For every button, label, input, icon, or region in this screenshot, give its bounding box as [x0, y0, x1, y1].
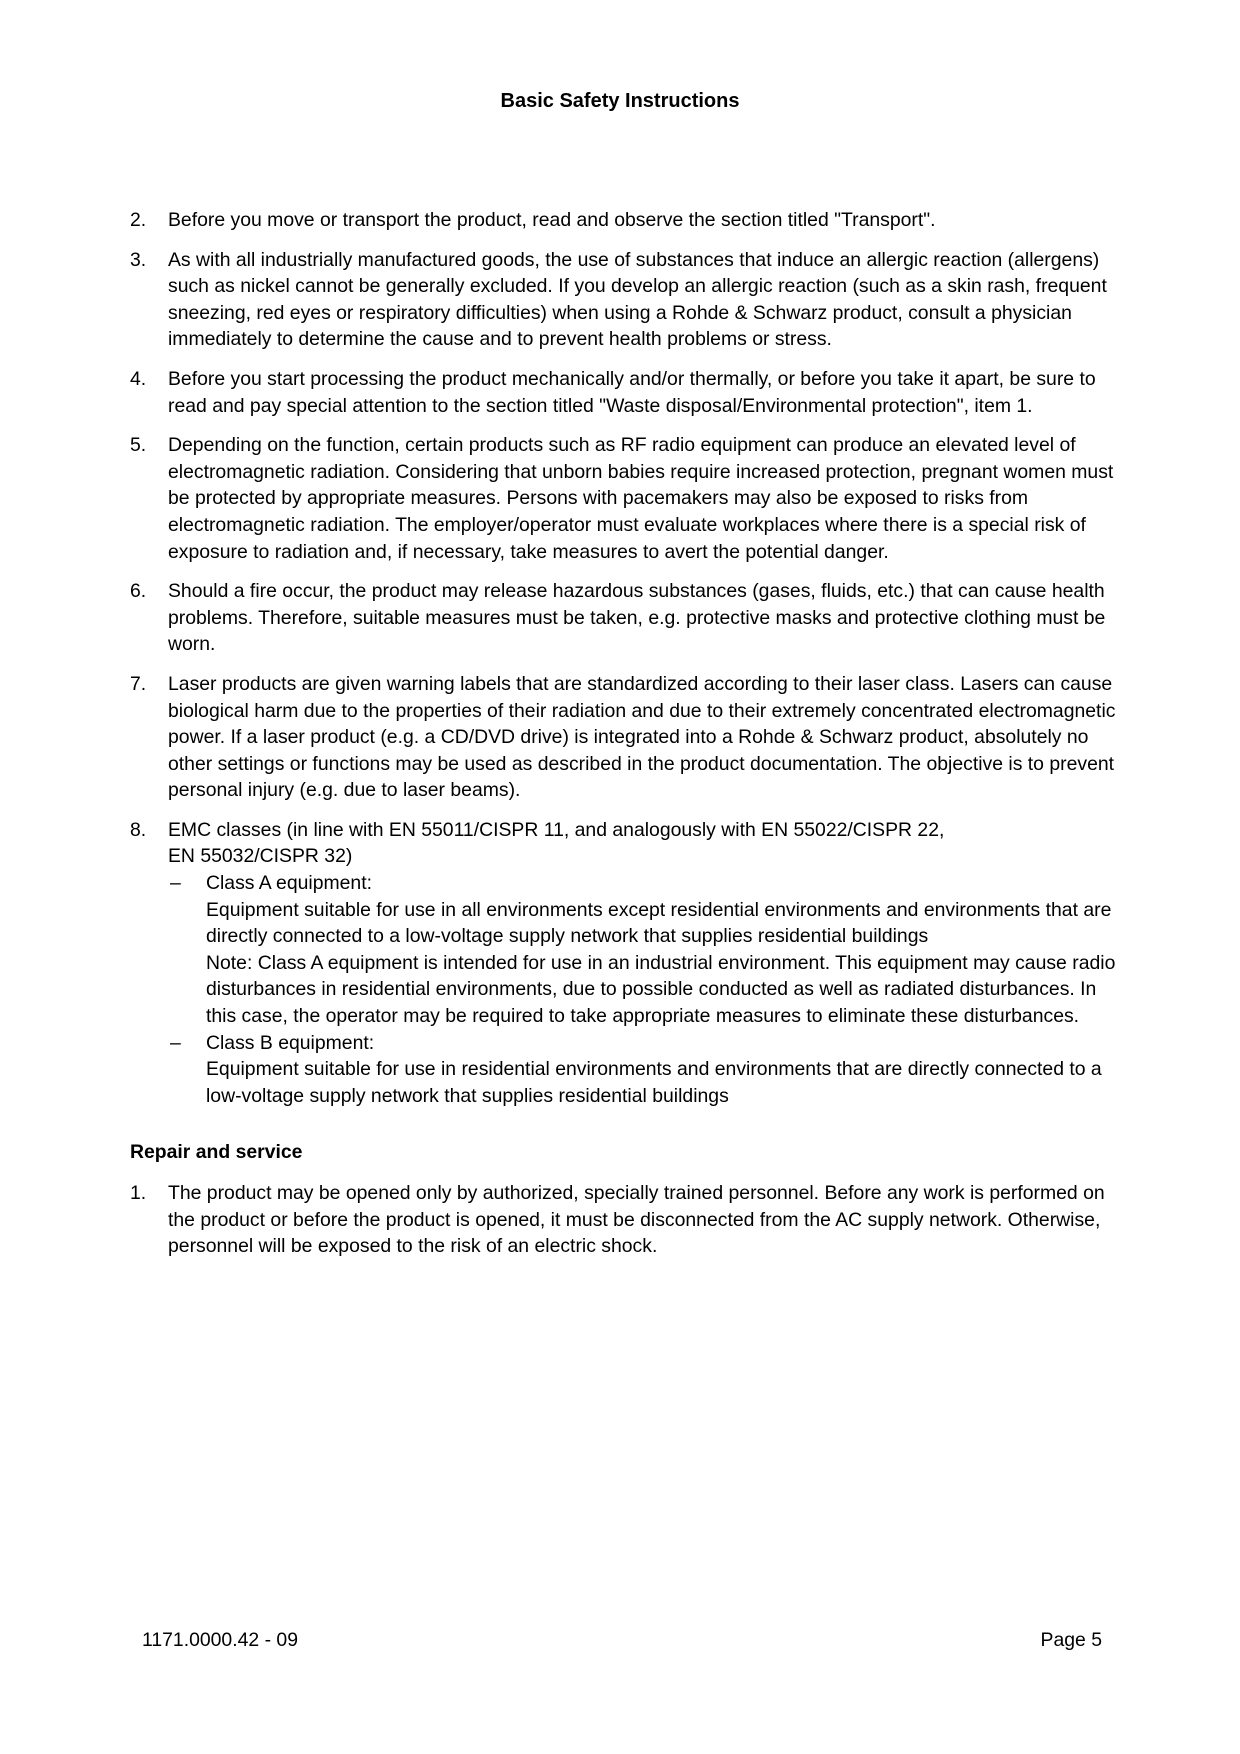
- list-item-text: The product may be opened only by authorized, specially trained personnel. Before any work is performed on the product or before the product is opened, it must be disconnected from the AC supply network. Otherwise, personnel will be exposed to the risk of an electric shock.: [168, 1182, 1105, 1258]
- sub-item-title: Class B equipment:: [206, 1031, 375, 1054]
- list-item: [130, 247, 1120, 353]
- list-item: [130, 432, 1120, 565]
- list-item-emc-classes: [130, 817, 1120, 1110]
- list-item-number: 2.: [130, 209, 147, 231]
- list-item: [130, 1180, 1120, 1260]
- sub-item-title: Class A equipment:: [206, 872, 372, 895]
- list-item: [130, 578, 1120, 658]
- page-number: Page 5: [1040, 1629, 1102, 1651]
- list-item-text: As with all industrially manufactured goods, the use of substances that induce an allergic reaction (allergens) such as nickel cannot be generally excluded. If you develop an allergic reaction (such as a skin rash, frequent sneezing, red eyes or respiratory difficulties) when using a Rohde & Schwarz product, consult a physician immediately to determine the cause and to prevent health problems or stress.: [168, 248, 1107, 351]
- sub-item-text: Equipment suitable for use in residential environments and environments that are directly connected to a low-voltage supply network that supplies residential buildings: [206, 1058, 1102, 1107]
- list-item-number: 5.: [130, 434, 147, 457]
- list-item-text: Before you start processing the product mechanically and/or thermally, or before you take it apart, be sure to read and pay special attention to the section titled "Waste disposal/Environmental protection", item 1.: [168, 367, 1096, 417]
- page-title: Basic Safety Instructions: [500, 90, 740, 112]
- dash-bullet: –: [170, 872, 181, 895]
- list-item-number: 4.: [130, 367, 147, 390]
- document-number: 1171.0000.42 - 09: [142, 1629, 298, 1651]
- list-item-number: 7.: [130, 672, 147, 695]
- sub-item-text: Equipment suitable for use in all environments except residential environments and environments that are directly connected to a low-voltage supply network that supplies residential buildings: [206, 898, 1112, 948]
- list-item-number: 8.: [130, 818, 147, 841]
- document-body: [130, 207, 1120, 1273]
- list-item: [130, 366, 1120, 419]
- list-item: [130, 207, 1120, 234]
- list-item-text: Laser products are given warning labels that are standardized according to their laser class. Lasers can cause biological harm due to the properties of their radiation and due to their extremely concentrated electromagnetic power. If a laser product (e.g. a CD/DVD drive) is integrated into a Rohde & Schwarz product, absolutely no other settings or functions may be used as described in the product documentation. The objective is to prevent personal injury (e.g. due to laser beams).: [168, 672, 1116, 802]
- list-item-text: Before you move or transport the product, read and observe the section titled "Transport".: [168, 209, 936, 231]
- sub-item-class-a: [168, 870, 1120, 1030]
- list-item-text: EMC classes (in line with EN 55011/CISPR 11, and analogously with EN 55022/CISPR 22,: [168, 818, 945, 841]
- sub-item-class-b: [168, 1030, 1120, 1110]
- section-heading-repair: Repair and service: [130, 1141, 303, 1164]
- sub-item-note: Note: Class A equipment is intended for use in an industrial environment. This equipment may cause radio disturbances in residential environments, due to possible conducted as well as radiated disturbances. In this case, the operator may be required to take appropriate measures to eliminate these disturbances.: [206, 951, 1116, 1028]
- list-item-text: EN 55032/CISPR 32): [168, 845, 353, 868]
- list-item-number: 6.: [130, 580, 147, 603]
- list-item: [130, 671, 1120, 804]
- list-item-number: 3.: [130, 248, 147, 271]
- list-item-text: Should a fire occur, the product may release hazardous substances (gases, fluids, etc.) that can cause health problems. Therefore, suitable measures must be taken, e.g. protective masks and protective clothing must be worn.: [168, 580, 1106, 656]
- list-item-number: 1.: [130, 1182, 147, 1204]
- dash-bullet: –: [170, 1031, 181, 1054]
- list-item-text: Depending on the function, certain products such as RF radio equipment can produce an elevated level of electromagnetic radiation. Considering that unborn babies require increased protection, pregnant women must be protected by appropriate measures. Persons with pacemakers may also be exposed to risks from electromagnetic radiation. The employer/operator must evaluate workplaces where there is a special risk of exposure to radiation and, if necessary, take measures to avert the potential danger.: [168, 434, 1114, 563]
